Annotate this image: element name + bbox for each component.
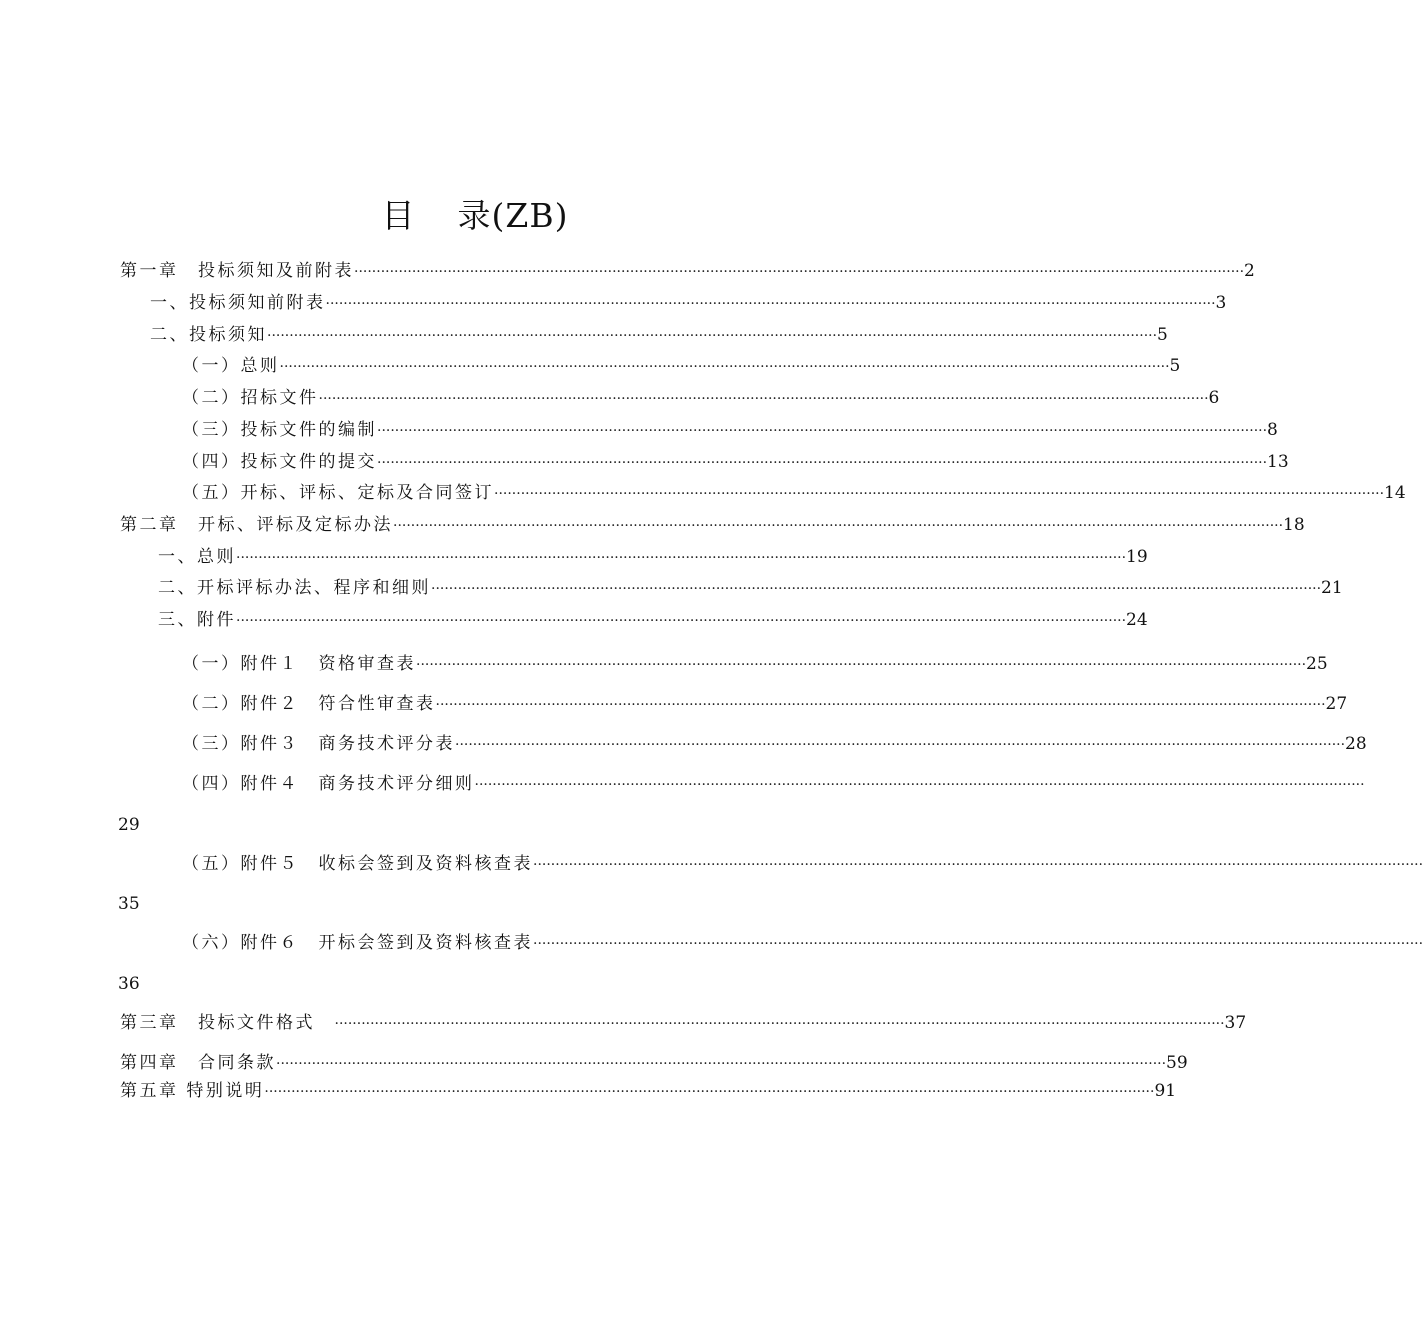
toc-entry[interactable] [182, 355, 1181, 378]
toc-leader-dots: ········································································································································································································ [435, 697, 1326, 713]
toc-entry-page: 25 [1306, 654, 1328, 674]
toc-leader-dots: ········································································································································································································ [377, 455, 1268, 471]
toc-entry[interactable] [150, 324, 1168, 347]
toc-leader-dots: ········································································································································································································ [236, 550, 1127, 566]
toc-entry-label: （六）附件６ 开标会签到及资料核查表 [182, 933, 533, 953]
toc-leader-dots: ········································································································································································································ [416, 657, 1307, 673]
toc-entry-page: 6 [1208, 388, 1220, 408]
toc-entry-label: （一）附件１ 资格审查表 [182, 654, 416, 674]
title-main: 目 [381, 196, 416, 235]
toc-leader-dots: ········································································································································································································ [318, 391, 1209, 407]
toc-leader-dots: ········································································································································································································ [236, 613, 1127, 629]
toc-entry-label: （三）投标文件的编制 [182, 420, 377, 440]
toc-entry-label: 一、投标须知前附表 [150, 293, 326, 313]
toc-entry[interactable] [158, 577, 1343, 600]
toc-entry[interactable] [182, 653, 1328, 676]
toc-entry-page: 19 [1126, 547, 1148, 567]
toc-entry[interactable] [120, 1012, 1247, 1035]
toc-entry-page: 24 [1126, 610, 1148, 630]
toc-entry-label: （四）投标文件的提交 [182, 452, 377, 472]
toc-entry-label: 第一章 投标须知及前附表 [120, 261, 354, 281]
toc-leader-dots: ········································································································································································································ [455, 737, 1346, 753]
toc-entry-label: 第三章 投标文件格式 [120, 1013, 335, 1033]
toc-entry-label: 第四章 合同条款 [120, 1053, 276, 1073]
toc-entry-page: 59 [1166, 1053, 1188, 1073]
toc-entry-page: 27 [1325, 694, 1348, 714]
toc-entry-label: （四）附件４ 商务技术评分细则 [182, 774, 475, 794]
toc-entry-label: （三）附件３ 商务技术评分表 [182, 734, 455, 754]
toc-entry[interactable] [158, 609, 1148, 632]
toc-entry-label: （五）附件５ 收标会签到及资料核查表 [182, 854, 533, 874]
toc-entry[interactable] [182, 853, 1423, 876]
toc-leader-dots: ········································································································································································································ [264, 1084, 1155, 1100]
toc-leader-dots: ········································································································································································································ [325, 296, 1216, 312]
toc-entry[interactable] [182, 387, 1220, 410]
toc-entry-page: 18 [1283, 515, 1305, 535]
toc-leader-dots: ········································································································································································································ [279, 359, 1170, 375]
toc-entry-label: （二）附件２ 符合性审查表 [182, 694, 436, 714]
toc-leader-dots: ········································································································································································································ [494, 486, 1385, 502]
toc-entry-page: 37 [1224, 1013, 1247, 1033]
toc-leader-dots: ········································································································································································································ [533, 857, 1423, 873]
toc-entry[interactable] [120, 260, 1255, 283]
toc-entry-label: 一、总则 [158, 547, 236, 567]
toc-entry[interactable] [182, 419, 1278, 442]
toc-entry-page: 5 [1157, 325, 1168, 345]
toc-leader-dots: ········································································································································································································ [276, 1056, 1167, 1072]
toc-entry[interactable] [182, 482, 1406, 505]
toc-entry[interactable] [120, 1080, 1177, 1103]
toc-leader-dots: ········································································································································································································ [354, 264, 1245, 280]
toc-leader-dots: ········································································································································································································ [533, 936, 1423, 952]
toc-entry-label: （一）总则 [182, 356, 280, 376]
toc-entry-page: 91 [1154, 1081, 1177, 1101]
toc-entry[interactable] [120, 514, 1305, 537]
toc-entry[interactable] [150, 292, 1227, 315]
toc-leader-dots: ········································································································································································································ [377, 423, 1268, 439]
toc-entry-page: 21 [1321, 578, 1343, 598]
toc-entry-page: 3 [1215, 293, 1227, 313]
toc-entry-page: 5 [1169, 356, 1181, 376]
toc-entry[interactable] [182, 451, 1289, 474]
toc-entry-page: 35 [118, 894, 140, 914]
toc-entry-label: 第五章 特别说明 [120, 1081, 265, 1101]
toc-entry-page: 2 [1244, 261, 1255, 281]
toc-leader-dots: ········································································································································································································ [267, 328, 1158, 344]
toc-entry-label: 第二章 开标、评标及定标办法 [120, 515, 393, 535]
toc-entry[interactable] [182, 932, 1423, 955]
toc-entry-label: （五）开标、评标、定标及合同签订 [182, 483, 494, 503]
toc-leader-dots: ········································································································································································································ [431, 581, 1322, 597]
toc-entry-label: 三、附件 [158, 610, 236, 630]
toc-entry-page: 28 [1345, 734, 1367, 754]
toc-entry[interactable] [120, 1052, 1188, 1075]
toc-entry[interactable] [182, 773, 1365, 796]
toc-entry-page: 13 [1267, 452, 1289, 472]
title-tail: 录(ZB) [457, 196, 569, 235]
toc-entry[interactable] [182, 693, 1348, 716]
toc-entry[interactable] [182, 733, 1367, 756]
toc-leader-dots: ········································································································································································································ [334, 1016, 1225, 1032]
toc-entry-label: 二、开标评标办法、程序和细则 [158, 578, 431, 598]
toc-entry-label: 二、投标须知 [150, 325, 267, 345]
page-title [0, 194, 950, 238]
toc-leader-dots: ········································································································································································································ [393, 518, 1284, 534]
toc-entry-page: 14 [1384, 483, 1406, 503]
toc-entry-page: 36 [118, 974, 140, 994]
toc-leader-dots: ········································································································································································································ [474, 777, 1365, 793]
toc-entry[interactable] [158, 546, 1148, 569]
toc-entry-label: （二）招标文件 [182, 388, 319, 408]
toc-entry-page: 29 [118, 815, 140, 835]
toc-entry-page: 8 [1267, 420, 1278, 440]
